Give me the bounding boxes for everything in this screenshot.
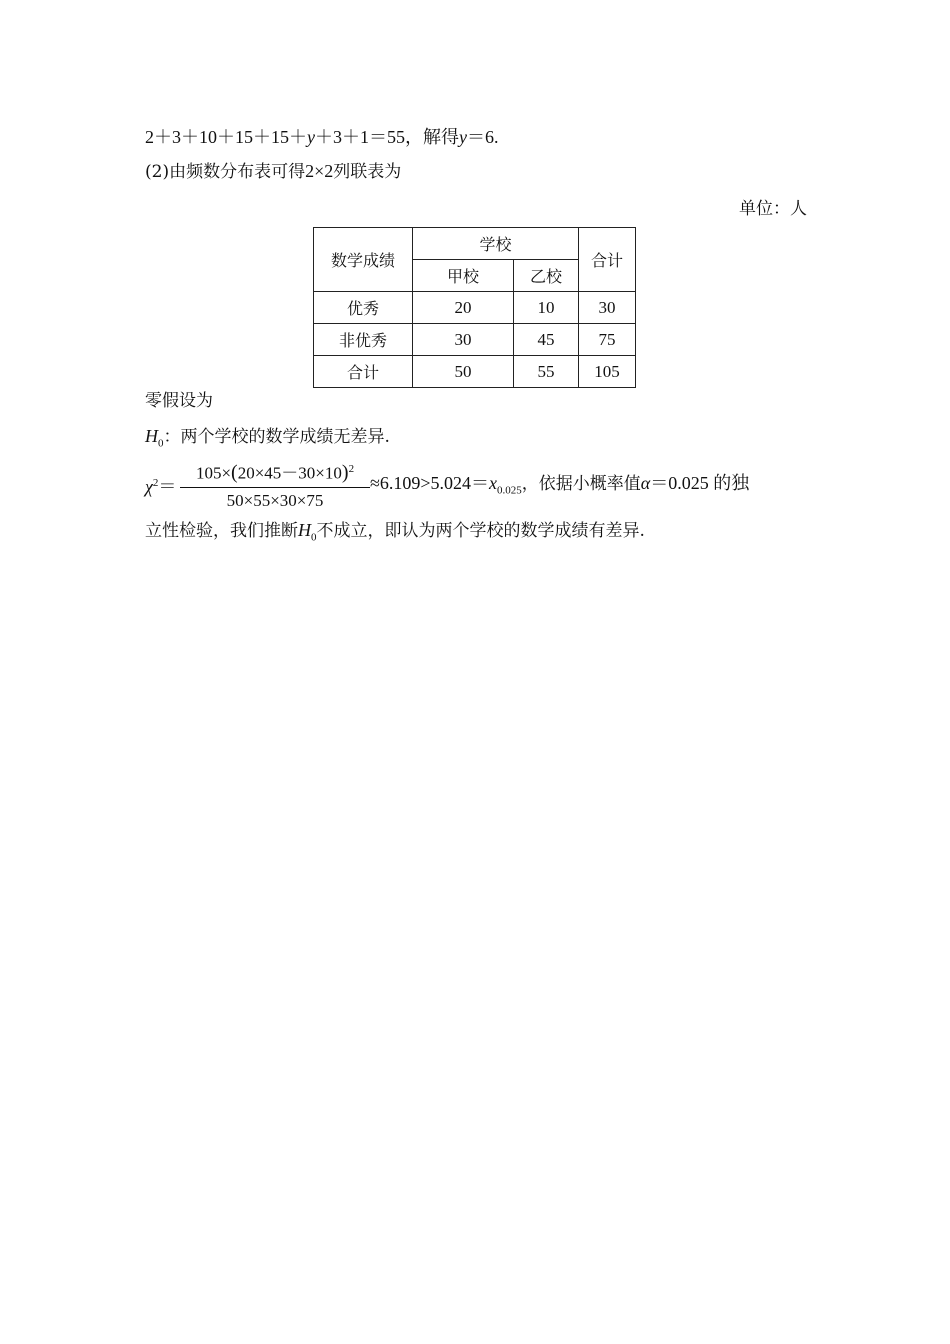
equation-line [145, 125, 499, 150]
intro-text-c: 列联表为 [333, 162, 402, 182]
variable-y-2: y [459, 127, 467, 147]
total-header: 合计 [579, 228, 636, 292]
h-subscript: 0 [311, 531, 317, 544]
numerator-sup: 2 [348, 463, 355, 475]
tail-text-b: ＝0.025 的独 [650, 473, 750, 493]
contingency-table [313, 227, 636, 388]
variable-y: y [307, 127, 315, 147]
equation-rest: ＋3＋1＝55，解得 [315, 127, 459, 147]
cell-total: 105 [579, 356, 636, 388]
null-hypothesis-text: ：两个学校的数学成绩无差异. [163, 427, 390, 447]
table-row [314, 292, 636, 324]
h-subscript: 0 [158, 437, 164, 450]
x-subscript: 0.025 [497, 484, 522, 497]
cell-b: 10 [514, 292, 579, 324]
null-hypothesis [145, 424, 390, 455]
unit-label: 单位：人 [739, 199, 807, 219]
row-label: 非优秀 [314, 324, 413, 356]
chi-sup: 2 [152, 477, 159, 489]
cell-a: 20 [413, 292, 514, 324]
tail-text-a: ，依据小概率值 [521, 474, 641, 494]
chi-square-rhs [370, 471, 749, 502]
null-hypothesis-heading: 零假设为 [145, 391, 213, 411]
chi-square-lhs [145, 471, 176, 500]
numerator-a: 105× [195, 463, 232, 483]
cell-a: 50 [413, 356, 514, 388]
col-header-b: 乙校 [514, 260, 579, 292]
conclusion-text-a: 立性检验，我们推断 [145, 521, 298, 541]
alpha-symbol: α [640, 473, 651, 493]
numerator-inner: 20×45－30×10 [237, 463, 342, 483]
group-header: 学校 [413, 228, 579, 260]
chi-square-fraction [180, 458, 370, 512]
intro-text-a: (2)由频数分布表可得 [145, 162, 306, 182]
table-intro-line [145, 159, 401, 184]
approx-value: ≈6.109>5.024＝ [370, 473, 490, 493]
chi-equals: ＝ [158, 476, 177, 497]
h-symbol: H [145, 426, 158, 446]
left-paren-icon: ( [231, 461, 238, 484]
h-symbol: H [298, 520, 311, 540]
equation-sum: 2＋3＋10＋15＋15＋ [145, 127, 307, 147]
table-row [314, 324, 636, 356]
fraction-numerator [180, 458, 370, 485]
cell-total: 30 [579, 292, 636, 324]
right-paren-icon: ) [341, 461, 349, 484]
col-header-a: 甲校 [413, 260, 514, 292]
row-label: 优秀 [314, 292, 413, 324]
cell-b: 45 [514, 324, 579, 356]
equation-result: ＝6. [467, 127, 499, 147]
table-row [314, 356, 636, 388]
cell-a: 30 [413, 324, 514, 356]
cell-b: 55 [514, 356, 579, 388]
conclusion-text-b: 不成立，即认为两个学校的数学成绩有差异. [316, 521, 645, 541]
x-symbol: x [489, 473, 498, 493]
fraction-denominator: 50×55×30×75 [226, 490, 324, 510]
intro-size: 2×2 [305, 161, 334, 181]
corner-header: 数学成绩 [314, 228, 413, 292]
fraction-bar [180, 487, 370, 488]
chi-symbol: χ [145, 476, 153, 497]
cell-total: 75 [579, 324, 636, 356]
row-label: 合计 [314, 356, 413, 388]
conclusion-line [145, 518, 645, 549]
